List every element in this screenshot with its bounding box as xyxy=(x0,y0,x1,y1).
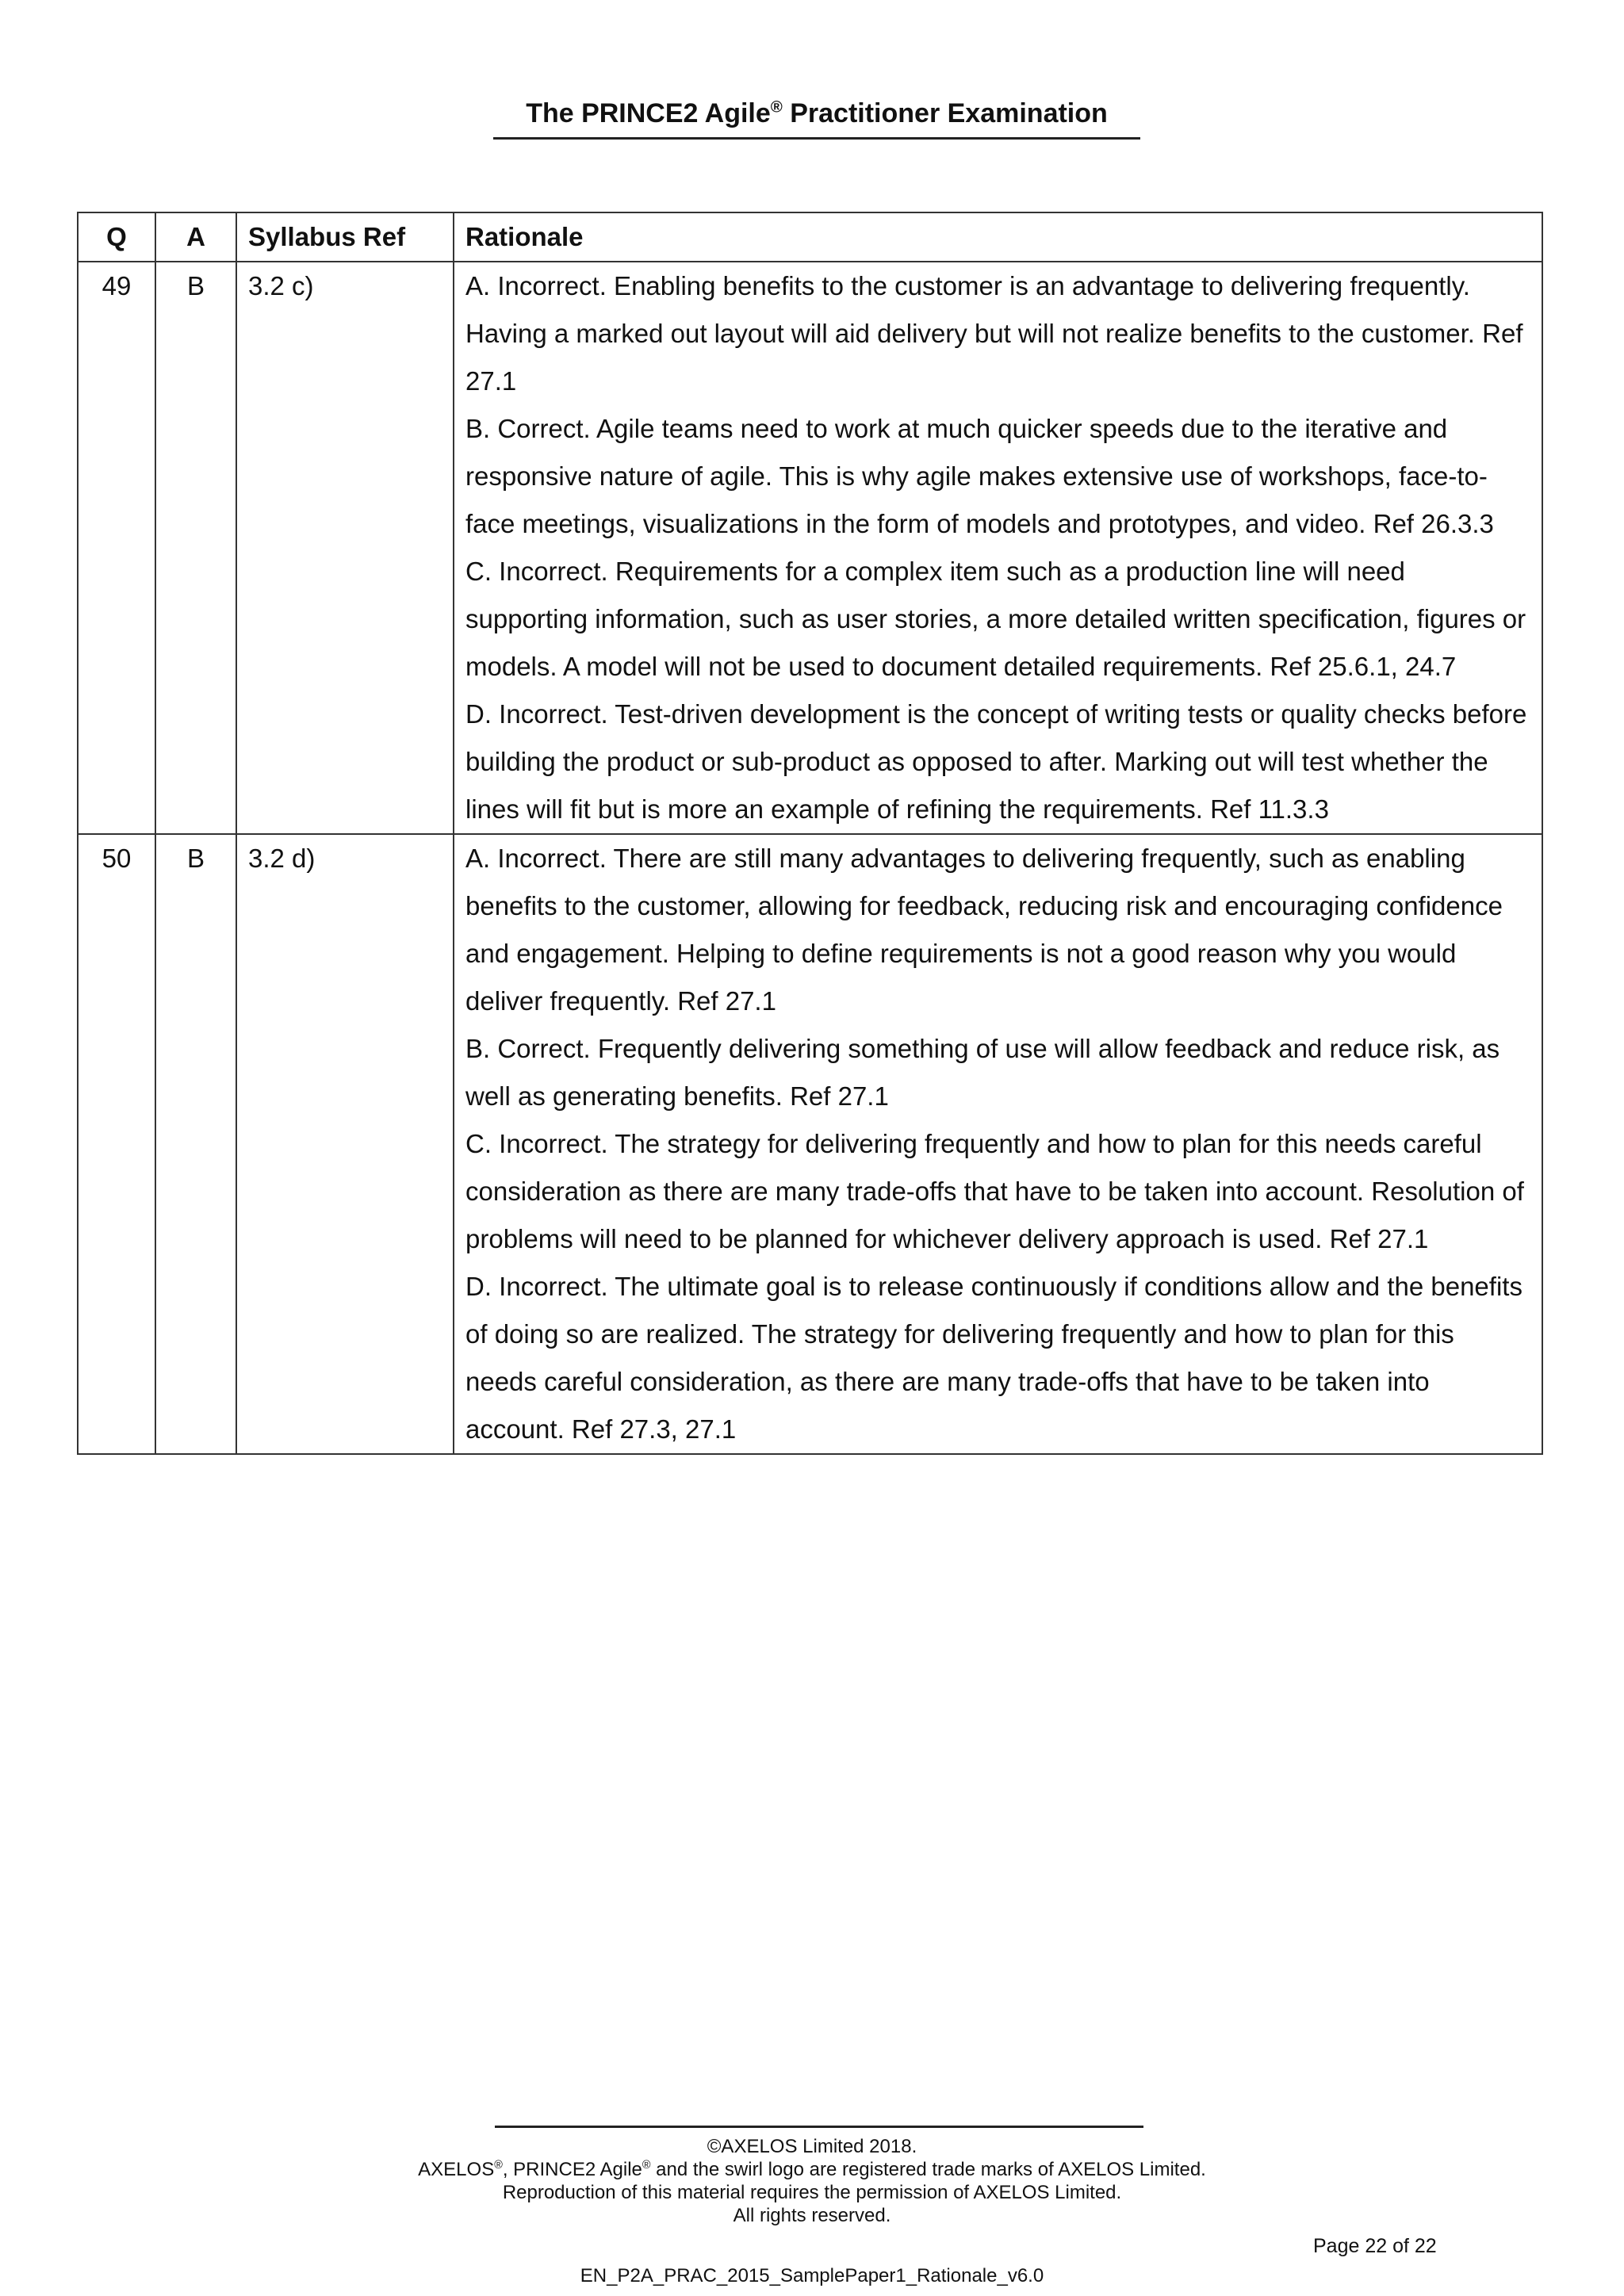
rationale-option-b: B. Correct. Agile teams need to work at much quicker speeds due to the iterative and responsive nature of agile. This is why agile makes extensive use of workshops, face-to-face meetings, visualizations in the form of models and prototypes, and video. Ref 26.3.3 xyxy=(465,414,1494,538)
document-code: EN_P2A_PRAC_2015_SamplePaper1_Rationale_v6.0 xyxy=(580,2265,1044,2286)
rationale-cell xyxy=(454,262,1542,834)
question-number: 50 xyxy=(78,834,155,1454)
column-header-rationale: Rationale xyxy=(454,212,1542,262)
table-row xyxy=(78,834,1542,1454)
rationale-option-d: D. Incorrect. The ultimate goal is to release continuously if conditions allow and the benefits of doing so are realized. The strategy for delivering frequently and how to plan for this needs careful consideration, as there are many trade-offs that have to be taken into account. Ref 27.3, 27.1 xyxy=(465,1272,1522,1444)
rationale-option-c: C. Incorrect. Requirements for a complex item such as a production line will need supporting information, such as user stories, a more detailed written specification, figures or models. A model will not be used to document detailed requirements. Ref 25.6.1, 24.7 xyxy=(465,557,1526,681)
rationale-option-b: B. Correct. Frequently delivering something of use will allow feedback and reduce risk, as well as generating benefits. Ref 27.1 xyxy=(465,1034,1500,1111)
registered-mark: ® xyxy=(642,2159,651,2172)
page-title xyxy=(493,90,1140,136)
rationale-option-a: A. Incorrect. There are still many advantages to delivering frequently, such as enabling benefits to the customer, allowing for feedback, reducing risk and encouraging confidence and engagement. Helping to define requirements is not a good reason why you would deliver frequently. Ref 27.1 xyxy=(465,844,1503,1016)
registered-mark: ® xyxy=(494,2159,503,2172)
rationale-option-c: C. Incorrect. The strategy for delivering frequently and how to plan for this needs careful consideration as there are many trade-offs that have to be taken into account. Resolution of problems will need to be planned for whichever delivery approach is used. Ref 27.1 xyxy=(465,1129,1524,1253)
column-header-a: A xyxy=(155,212,236,262)
rationale-table xyxy=(77,212,1543,1455)
column-header-syllabus-ref: Syllabus Ref xyxy=(236,212,454,262)
header-divider xyxy=(493,137,1140,140)
question-number: 49 xyxy=(78,262,155,834)
registered-mark: ® xyxy=(770,98,783,117)
syllabus-ref: 3.2 c) xyxy=(236,262,454,834)
trademark-text: AXELOS xyxy=(418,2159,495,2180)
footer xyxy=(0,2135,1624,2227)
page-title-text-end: Practitioner Examination xyxy=(782,98,1108,128)
copyright-notice: ©AXELOS Limited 2018. xyxy=(707,2136,917,2157)
table-row xyxy=(78,262,1542,834)
trademark-text-middle: , PRINCE2 Agile xyxy=(502,2159,642,2180)
rationale-option-a: A. Incorrect. Enabling benefits to the customer is an advantage to delivering frequently. Having a marked out layout will aid delivery but will not realize benefits to the customer. Ref 27.1 xyxy=(465,271,1523,396)
footer-divider xyxy=(495,2126,1143,2128)
rationale-cell xyxy=(454,834,1542,1454)
trademark-text-end: and the swirl logo are registered trade marks of AXELOS Limited. xyxy=(650,2159,1206,2180)
reproduction-notice: Reproduction of this material requires the permission of AXELOS Limited. xyxy=(502,2182,1122,2203)
page-number: Page 22 of 22 xyxy=(1313,2235,1437,2257)
table-header-row xyxy=(78,212,1542,262)
rationale-option-d: D. Incorrect. Test-driven development is the concept of writing tests or quality checks before building the product or sub-product as opposed to after. Marking out will test whether the lines will fit but is more an example of refining the requirements. Ref 11.3.3 xyxy=(465,699,1527,824)
trademark-notice xyxy=(0,2158,1624,2181)
page-title-text: The PRINCE2 Agile xyxy=(526,98,771,128)
column-header-q: Q xyxy=(78,212,155,262)
rights-notice: All rights reserved. xyxy=(733,2205,891,2226)
syllabus-ref: 3.2 d) xyxy=(236,834,454,1454)
answer-letter: B xyxy=(155,834,236,1454)
answer-letter: B xyxy=(155,262,236,834)
